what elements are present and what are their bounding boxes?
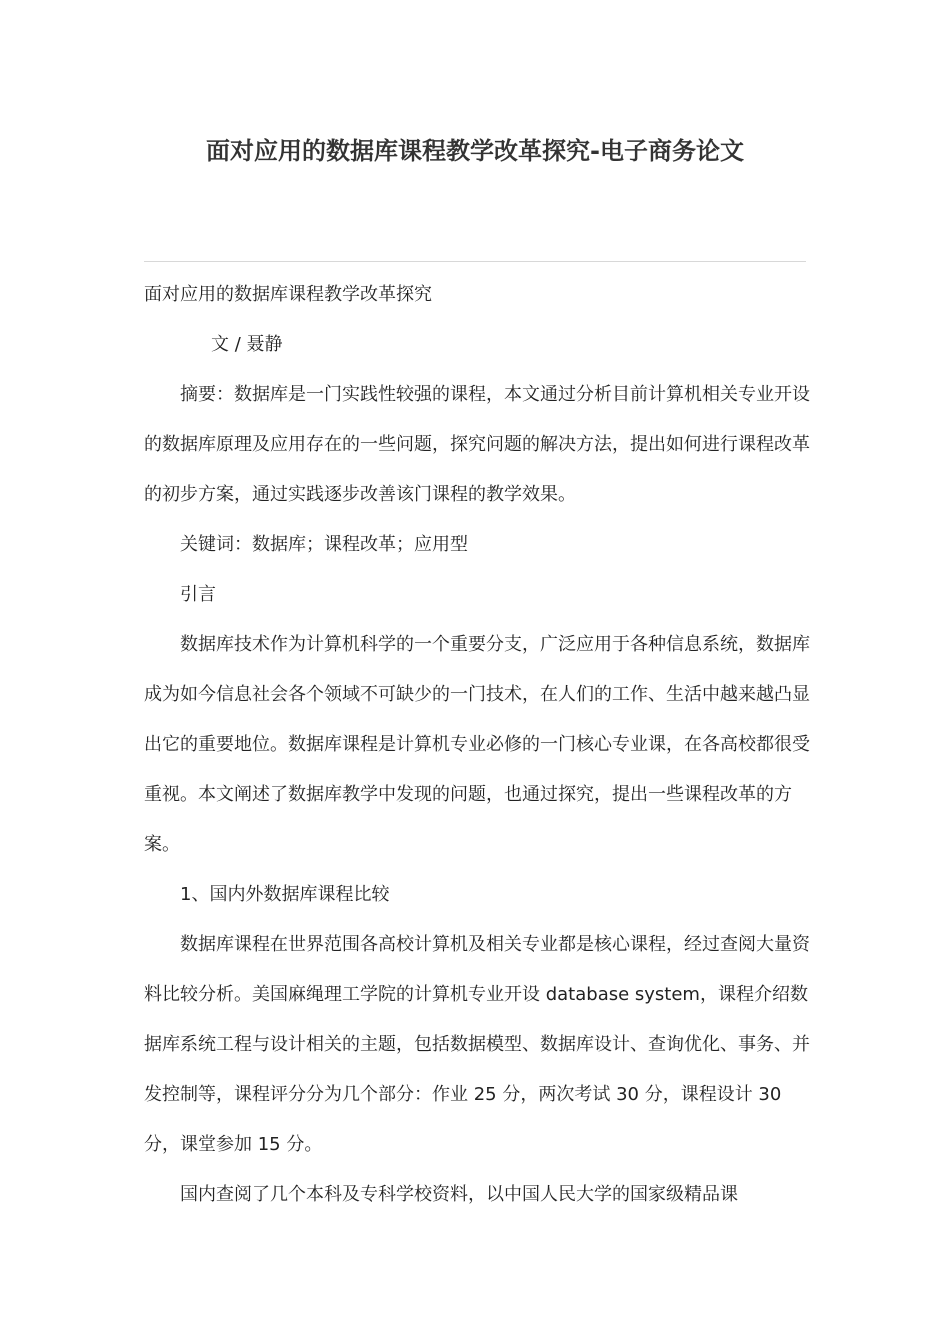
author-line: 文 / 聂静 — [211, 334, 283, 355]
intro-heading: 引言 — [180, 584, 216, 605]
intro-paragraph: 数据库技术作为计算机科学的一个重要分支，广泛应用于各种信息系统，数据库成为如今信息社会各个领域不可缺少的一门技术，在人们的工作、生活中越来越凸显出它的重要地位。数据库课程是计算机专业必修的一门核心专业课，在各高校都很受重视。本文阐述了数据库教学中发现的问题，也通过探究，提出一些课程改革的方案。 — [144, 634, 810, 855]
section-heading: 1、国内外数据库课程比较 — [180, 884, 390, 905]
page-title: 面对应用的数据库课程教学改革探究-电子商务论文 — [206, 137, 744, 165]
section-paragraph-continued: 国内查阅了几个本科及专科学校资料，以中国人民大学的国家级精品课 — [180, 1184, 738, 1205]
abstract-paragraph: 摘要：数据库是一门实践性较强的课程，本文通过分析目前计算机相关专业开设的数据库原理及应用存在的一些问题，探究问题的解决方法，提出如何进行课程改革的初步方案，通过实践逐步改善该门课程的教学效果。 — [144, 384, 810, 505]
section-paragraph: 数据库课程在世界范围各高校计算机及相关专业都是核心课程，经过查阅大量资料比较分析。美国麻绳理工学院的计算机专业开设 database system，课程介绍数据库系统工程与设计相关的主题，包括数据模型、数据库设计、查询优化、事务、并发控制等，课程评分分为几个部分：作业 25 分，两次考试 30 分，课程设计 30 分，课堂参加 15 分。 — [144, 934, 810, 1155]
keywords-line: 关键词：数据库；课程改革；应用型 — [180, 534, 468, 555]
title-divider — [144, 261, 806, 262]
article-subtitle: 面对应用的数据库课程教学改革探究 — [144, 284, 432, 305]
document-body — [144, 270, 816, 1220]
